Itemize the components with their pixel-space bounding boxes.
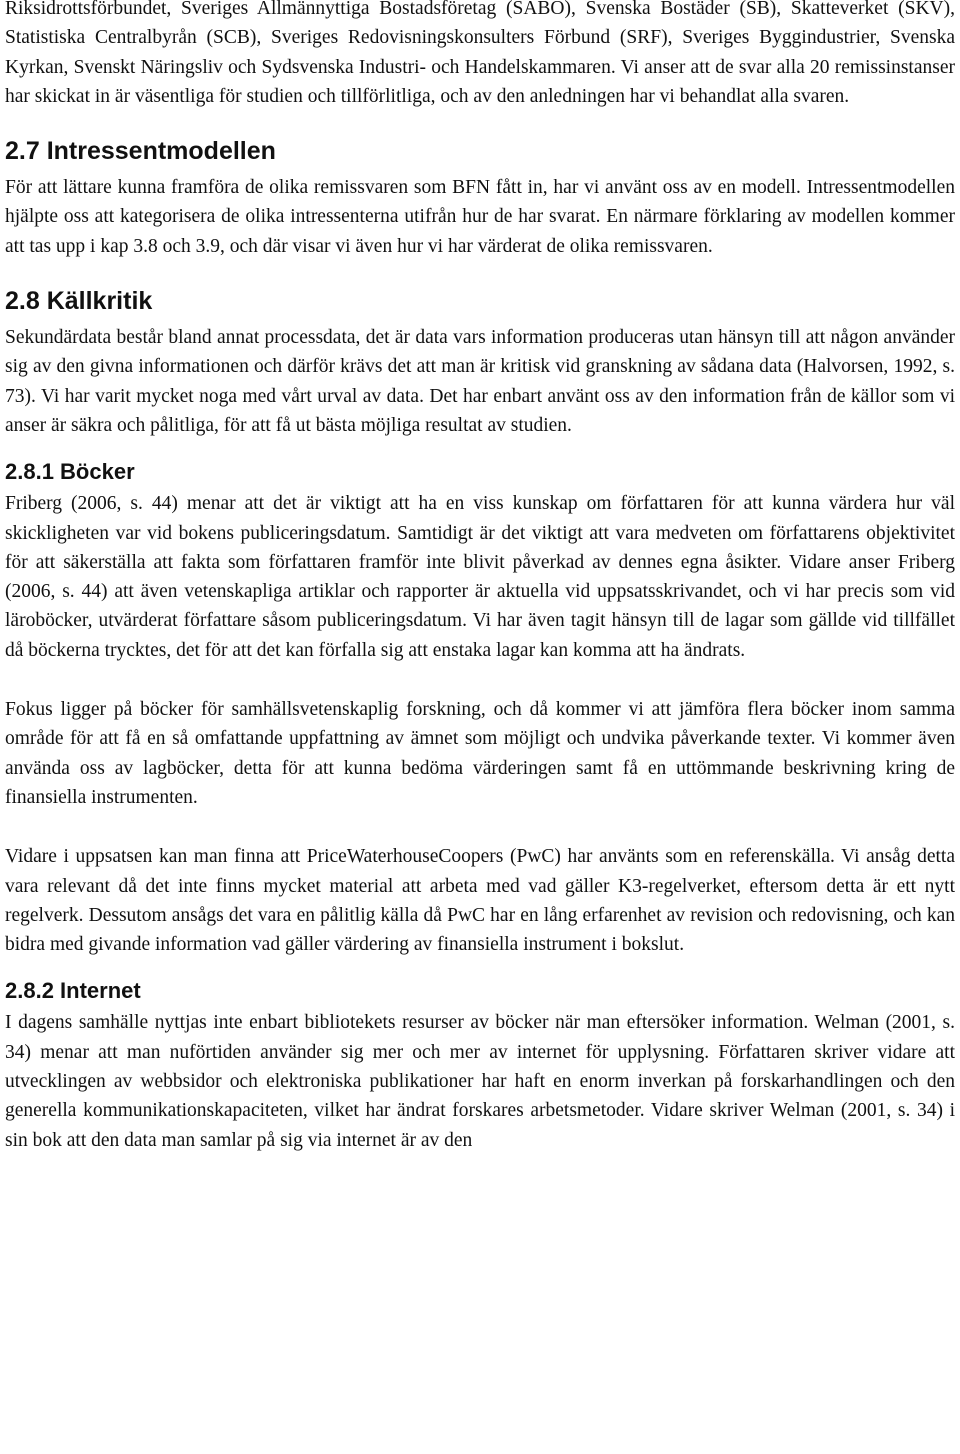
- document-page: [5, 0, 955, 1155]
- section-2-8-paragraph: Sekundärdata består bland annat processdata, det är data vars information produceras utan hänsyn till att någon använder sig av den givna informationen och därför krävs det att man är kritisk vid granskning av sådana data (Halvorsen, 1992, s. 73). Vi har varit mycket noga med vårt urval av data. Det har enbart använt oss av den information från de källor som vi anser är säkra och pålitliga, för att få ut bästa möjliga resultat av studien.: [5, 327, 955, 436]
- section-2-8-heading: 2.8 Källkritik: [5, 287, 153, 316]
- intro-paragraph: Riksidrottsförbundet, Sveriges Allmännyttiga Bostadsföretag (SABO), Svenska Bostäder (SB), Skatteverket (SKV), Statistiska Centralbyrån (SCB), Sveriges Redovisningskonsulters Förbund (SRF), Sveriges Byggindustrier, Svenska Kyrkan, Svenskt Näringsliv och Sydsvenska Industri- och Handelskammaren. Vi anser att de svar alla 20 remissinstanser har skickat in är väsentliga för studien och tillförlitliga, och av den anledningen har vi behandlat alla svaren.: [5, 0, 955, 107]
- internet-paragraph: I dagens samhälle nyttjas inte enbart bibliotekets resurser av böcker när man eftersöker information. Welman (2001, s. 34) menar att man nuförtiden använder sig mer och mer av internet för upplysning. Författaren skriver vidare att utvecklingen av webbsidor och elektroniska publikationer har haft en enorm inverkan på forskarhandlingen och den generella kommunikationskapaciteten, vilket har ändrat forskares arbetsmetoder. Vidare skriver Welman (2001, s. 34) i sin bok att den data man samlar på sig via internet är av den: [5, 1012, 955, 1151]
- section-2-7-heading: 2.7 Intressentmodellen: [5, 137, 276, 166]
- section-2-8-2-heading: 2.8.2 Internet: [5, 978, 141, 1004]
- section-2-8-1-heading: 2.8.1 Böcker: [5, 459, 135, 485]
- books-paragraph-3: Vidare i uppsatsen kan man finna att PriceWaterhouseCoopers (PwC) har använts som en referenskälla. Vi ansåg detta vara relevant då det inte finns mycket material att arbeta med vad gäller K3-regelverket, eftersom detta är ett nytt regelverk. Dessutom ansågs det vara en pålitlig källa då PwC har en lång erfarenhet av revision och redovisning, och kan bidra med givande information vad gäller värdering av finansiella instrument i bokslut.: [5, 846, 955, 956]
- section-2-7-paragraph: För att lättare kunna framföra de olika remissvaren som BFN fått in, har vi använt oss av en modell. Intressentmodellen hjälpte oss att kategorisera de olika intressenterna utifrån hur de har svarat. En närmare förklaring av modellen kommer att tas upp i kap 3.8 och 3.9, och där visar vi även hur vi har värderat de olika remissvaren.: [5, 177, 955, 257]
- books-paragraph-1: Friberg (2006, s. 44) menar att det är viktigt att ha en viss kunskap om författaren för att kunna värdera hur väl skickligheten var vid bokens publiceringsdatum. Samtidigt är det viktigt att vara medveten om författarens objektivitet för att säkerställa att fakta som författaren framför inte blivit påverkad av dennes egna åsikter. Vidare anser Friberg (2006, s. 44) att även vetenskapliga artiklar och rapporter är aktuella vid uppsatsskrivandet, och vi har precis som vid läroböcker, utvärderat författare såsom publiceringsdatum. Vi har även tagit hänsyn till de lagar som gällde vid tillfället då böckerna trycktes, det för att det kan förfalla sig att enstaka lagar kan komma att ha ändrats.: [5, 493, 955, 661]
- books-paragraph-2: Fokus ligger på böcker för samhällsvetenskaplig forskning, och då kommer vi att jämföra flera böcker inom samma område för att få en så omfattande uppfattning av ämnet som möjligt och undvika påverkande texter. Vi kommer även använda oss av lagböcker, detta för att kunna bedöma värderingen samt få en uttömmande beskrivning kring de finansiella instrumenten.: [5, 699, 955, 808]
